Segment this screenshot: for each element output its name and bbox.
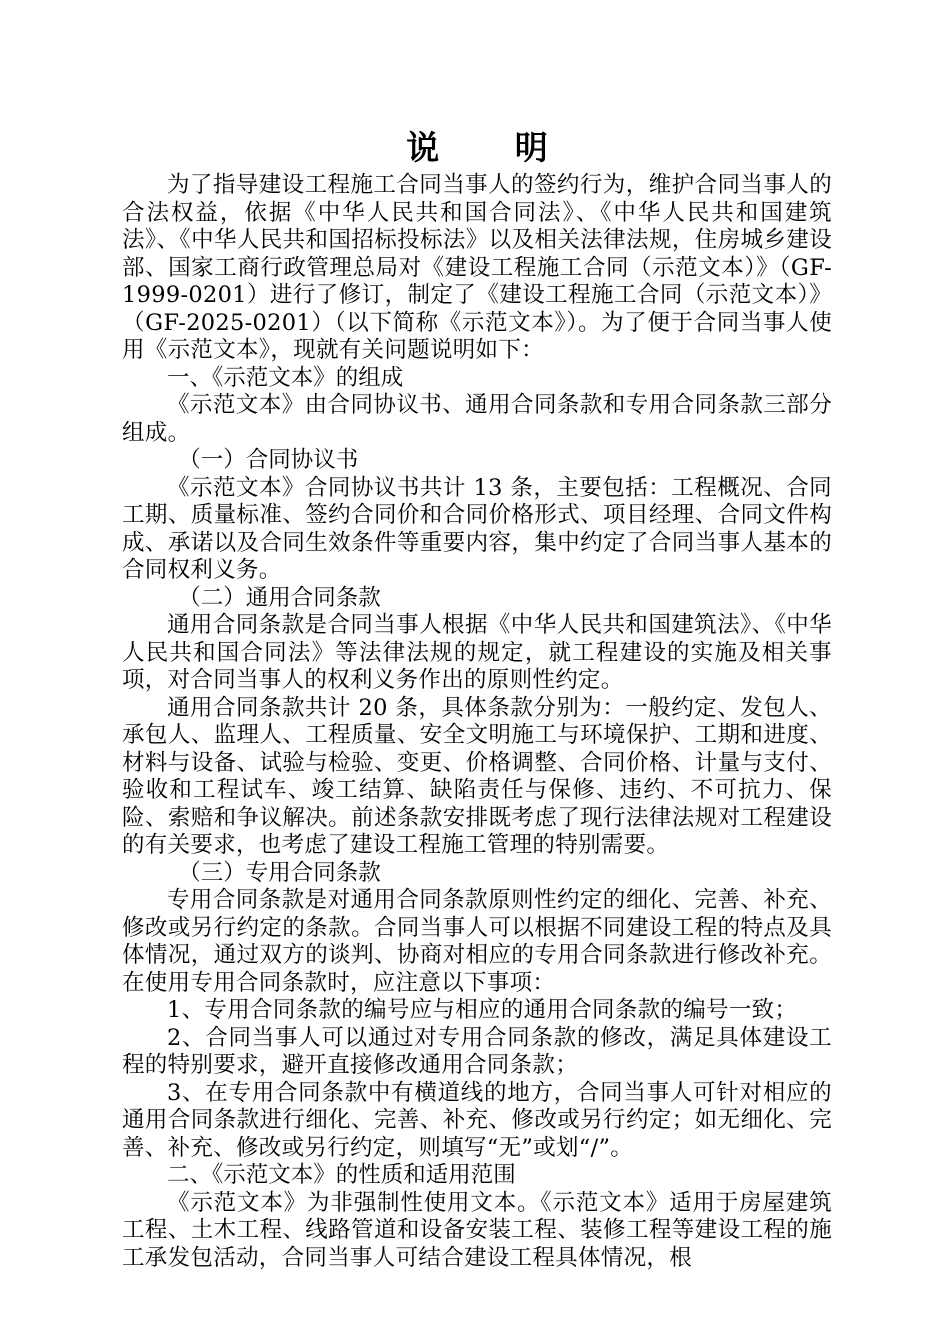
subsection-heading: （三）专用合同条款 (178, 859, 381, 886)
paragraph: 通用合同条款共计 20 条，具体条款分别为：一般约定、发包人、承包人、监理人、工程质量、安全文明施工与环境保护、工期和进度、材料与设备、试验与检验、变更、价格调整、合同价格、计量与支付、验收和工程试车、竣工结算、缺陷责任与保修、违约、不可抗力、保险、索赔和争议解决。前述条款安排既考虑了现行法律法规对工程建设的有关要求，也考虑了建设工程施工管理的特别需要。 (122, 694, 832, 858)
paragraph: 《示范文本》为非强制性使用文本。《示范文本》适用于房屋建筑工程、土木工程、线路管道和设备安装工程、装修工程等建设工程的施工承发包活动，合同当事人可结合建设工程具体情况，根 (122, 1189, 832, 1271)
page-title: 说 明 (406, 128, 580, 167)
document-page (122, 128, 832, 1272)
subsection-heading: （二）通用合同条款 (178, 584, 381, 611)
paragraph: 为了指导建设工程施工合同当事人的签约行为，维护合同当事人的合法权益，依据《中华人民共和国合同法》、《中华人民共和国建筑法》、《中华人民共和国招标投标法》以及相关法律法规，住房城乡建设部、国家工商行政管理总局对《建设工程施工合同（示范文本）》（GF-1999-0201）进行了修订，制定了《建设工程施工合同（示范文本）》（GF-2025-0201）（以下简称《示范文本》）。为了便于合同当事人使用《示范文本》，现就有关问题说明如下： (122, 172, 832, 363)
paragraph: 通用合同条款是合同当事人根据《中华人民共和国建筑法》、《中华人民共和国合同法》等法律法规的规定，就工程建设的实施及相关事项，对合同当事人的权利义务作出的原则性约定。 (122, 612, 832, 693)
paragraph: 3、在专用合同条款中有横道线的地方，合同当事人可针对相应的通用合同条款进行细化、完善、补充、修改或另行约定；如无细化、完善、补充、修改或另行约定，则填写“无”或划“/”。 (122, 1079, 832, 1161)
section-heading: 二、《示范文本》的性质和适用范围 (167, 1162, 516, 1188)
paragraph: 1、专用合同条款的编号应与相应的通用合同条款的编号一致； (167, 997, 798, 1023)
paragraph: 2、合同当事人可以通过对专用合同条款的修改，满足具体建设工程的特别要求，避开直接修改通用合同条款； (122, 1024, 832, 1078)
document-body (122, 172, 832, 1272)
section-heading: 一、《示范文本》的组成 (167, 364, 404, 391)
paragraph: 《示范文本》由合同协议书、通用合同条款和专用合同条款三部分组成。 (122, 392, 832, 446)
paragraph: 《示范文本》合同协议书共计 13 条，主要包括：工程概况、合同工期、质量标准、签约合同价和合同价格形式、项目经理、合同文件构成、承诺以及合同生效条件等重要内容，集中约定了合同当事人基本的合同权利义务。 (122, 474, 832, 583)
subsection-heading: （一）合同协议书 (178, 447, 359, 473)
paragraph: 专用合同条款是对通用合同条款原则性约定的细化、完善、补充、修改或另行约定的条款。合同当事人可以根据不同建设工程的特点及具体情况，通过双方的谈判、协商对相应的专用合同条款进行修改补充。在使用专用合同条款时，应注意以下事项： (122, 887, 832, 996)
